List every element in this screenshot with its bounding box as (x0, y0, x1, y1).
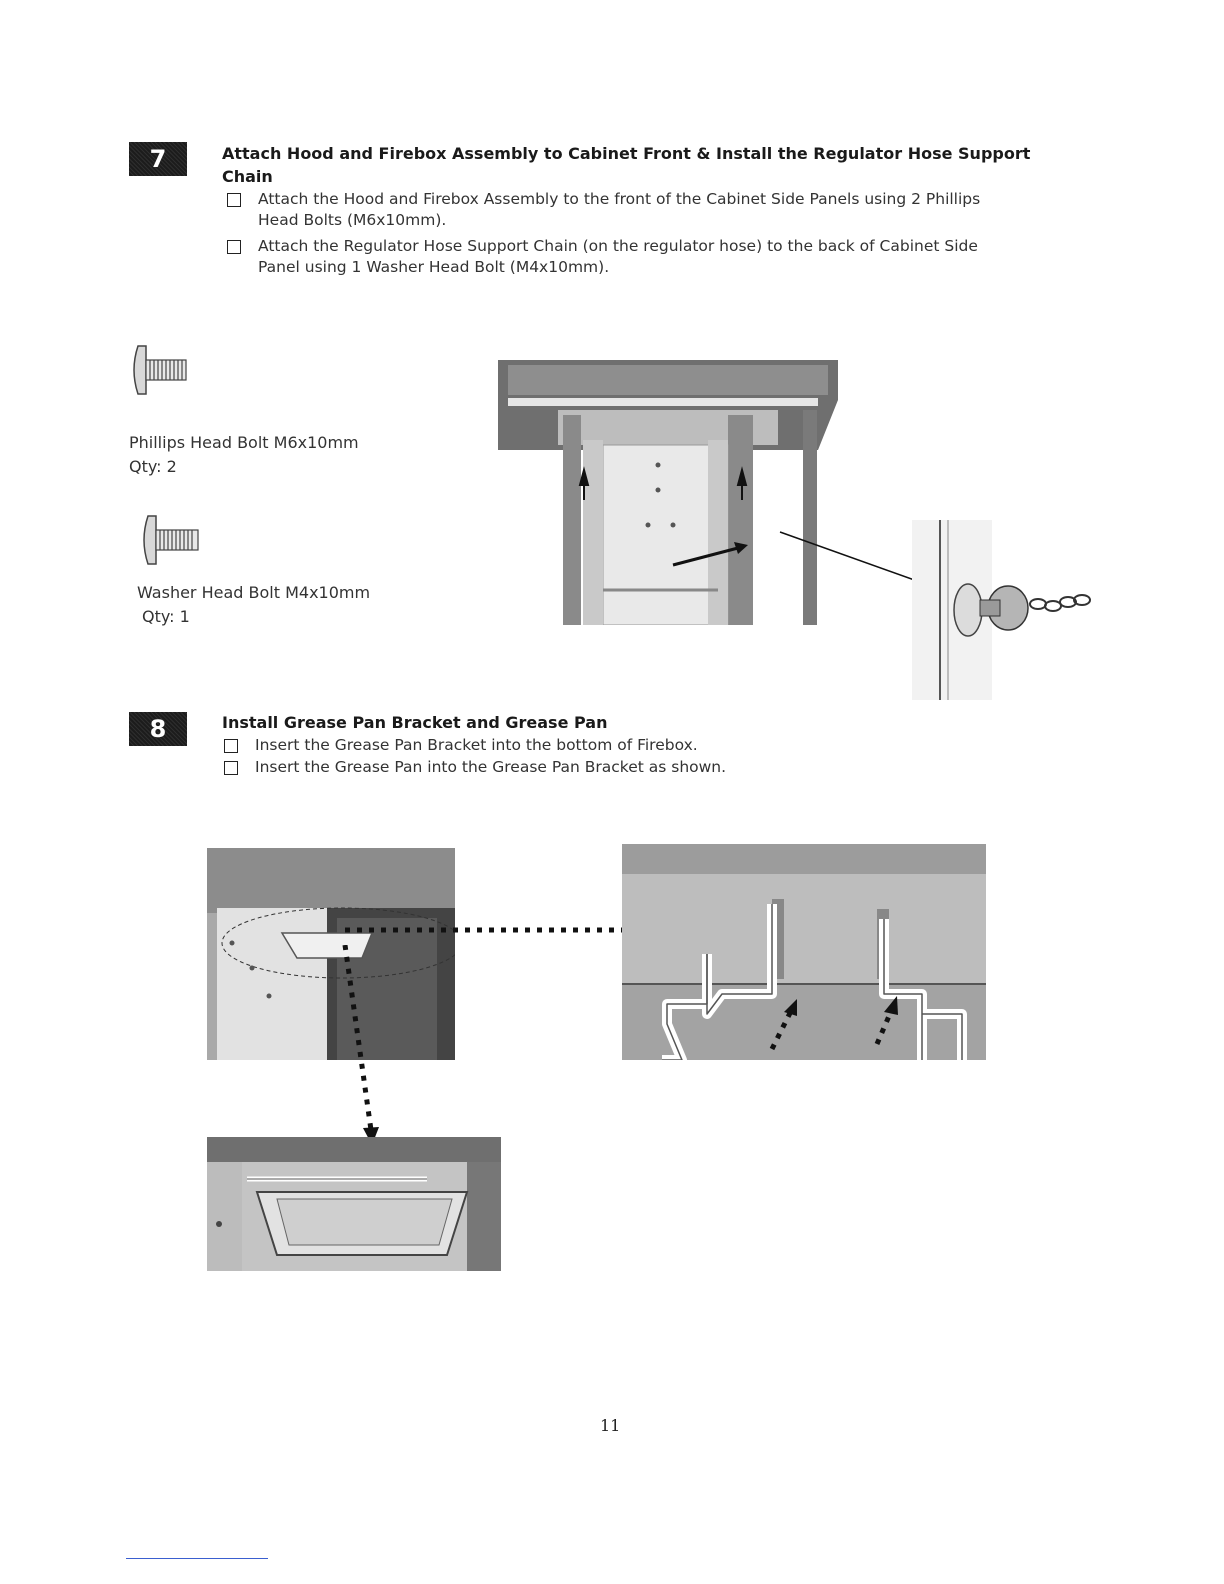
checkbox-icon[interactable] (224, 739, 238, 753)
phillips-head-bolt-icon (128, 340, 198, 400)
step-8-badge (129, 712, 187, 746)
step-7-item-1-line2: Head Bolts (M6x10mm). (258, 211, 447, 229)
checkbox-icon[interactable] (227, 240, 241, 254)
step-7-title-line2: Chain (222, 167, 273, 186)
grease-pan-installed-figure (207, 1137, 501, 1271)
step-7-item-2-line2: Panel using 1 Washer Head Bolt (M4x10mm). (258, 258, 610, 276)
step-8-item-1 (224, 735, 1024, 756)
part-1-qty: Qty: 2 (129, 457, 177, 476)
step-7-item-1 (227, 189, 1107, 231)
step-7-title-line1: Attach Hood and Firebox Assembly to Cabinet Front & Install the Regulator Hose Support (222, 144, 1031, 163)
step-7-item-1-line1: Attach the Hood and Firebox Assembly to the front of the Cabinet Side Panels using 2 Phillips (258, 190, 981, 208)
page-number: 11 (600, 1416, 621, 1435)
step-8-item-2-text: Insert the Grease Pan into the Grease Pan Bracket as shown. (255, 758, 727, 776)
step-7-item-2-line1: Attach the Regulator Hose Support Chain (on the regulator hose) to the back of Cabinet Side (258, 237, 978, 255)
step-8-title: Install Grease Pan Bracket and Grease Pan (222, 713, 608, 732)
checkbox-icon[interactable] (227, 193, 241, 207)
part-2-label (137, 581, 370, 629)
step-7-item-2 (227, 236, 1107, 278)
footer-link-line (126, 1558, 268, 1559)
step-8-item-1-text: Insert the Grease Pan Bracket into the bottom of Firebox. (255, 736, 698, 754)
part-2-name: Washer Head Bolt M4x10mm (137, 583, 371, 602)
dotted-arrow-down (335, 945, 385, 1150)
step-7-badge (129, 142, 187, 176)
step-8-item-2 (224, 757, 1024, 778)
step-8-number: 8 (149, 715, 167, 743)
part-1-name: Phillips Head Bolt M6x10mm (129, 433, 359, 452)
washer-head-bolt-icon (140, 510, 210, 570)
part-2-qty: Qty: 1 (142, 607, 190, 626)
firebox-bottom-figure (207, 848, 455, 1060)
part-1-label (129, 431, 359, 479)
checkbox-icon[interactable] (224, 761, 238, 775)
grease-pan-bracket-detail-figure (622, 844, 986, 1060)
regulator-chain-detail-figure (770, 520, 1100, 700)
step-7-title (222, 142, 1122, 188)
step-7-number: 7 (149, 145, 167, 173)
